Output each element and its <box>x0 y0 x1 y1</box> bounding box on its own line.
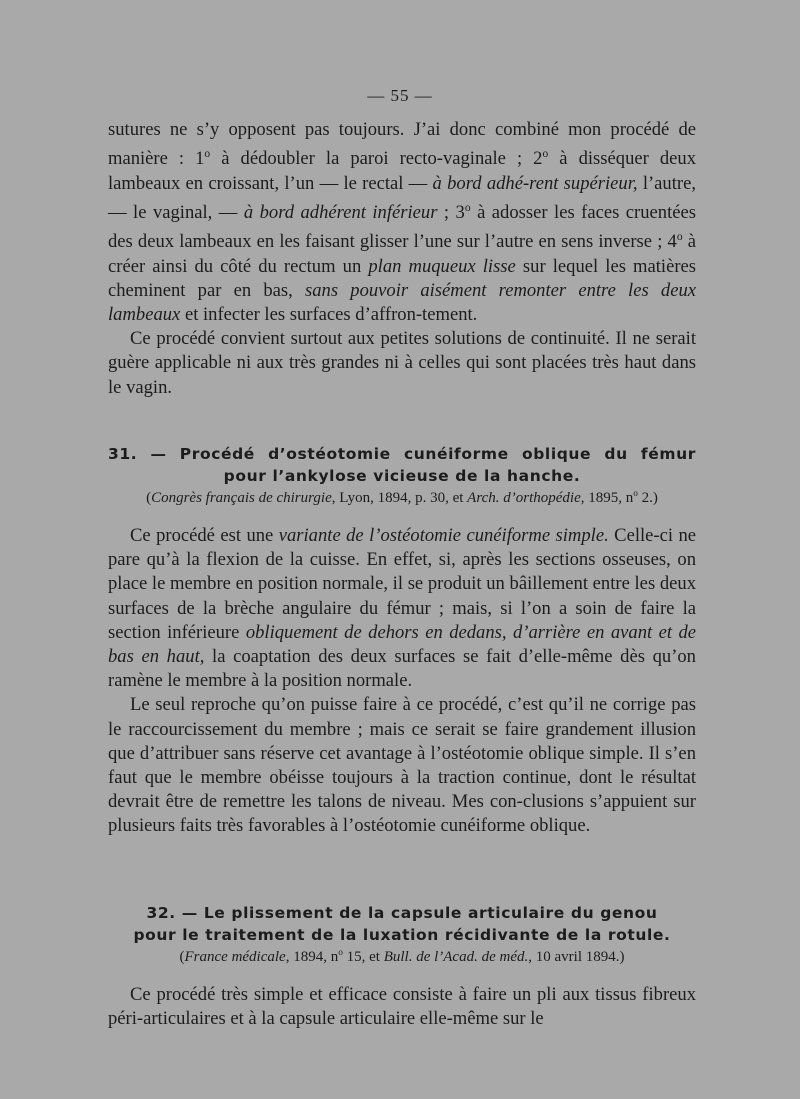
italic-text: Arch. d’orthopédie <box>467 490 581 506</box>
italic-text: à bord adhé-rent supérieur, <box>432 172 638 194</box>
text-run: 2.) <box>637 490 658 506</box>
text-run: à disséquer deux lambeaux en croissant, l’un — le rectal — <box>108 148 696 194</box>
text-run: , 10 avril 1894.) <box>528 949 625 965</box>
text-run: 15, et <box>342 949 384 965</box>
text-run: l’autre, — le vaginal, — <box>108 172 696 223</box>
italic-text: obliquement de dehors en dedans, d’arrière en avant et de bas en haut, <box>108 621 697 668</box>
text-run: Ce procédé est une <box>130 525 279 546</box>
text-run: ( <box>146 490 152 506</box>
italic-text: France médicale <box>184 949 286 965</box>
text-run: ( <box>179 949 185 965</box>
section-31-heading-line1: 31. — Procédé d’ostéotomie cunéiforme oblique du fémur <box>108 445 696 463</box>
text-run: , 1894, n <box>285 949 339 965</box>
text-run: , Lyon, 1894, p. 30, et <box>331 490 468 506</box>
section-31-heading <box>108 443 696 487</box>
italic-text: sans pouvoir aisément remonter entre les deux lambeaux <box>108 279 697 325</box>
page-number: — 55 — <box>367 86 433 105</box>
italic-text: Bull. de l’Acad. de méd. <box>383 949 529 965</box>
section-31-reference <box>108 489 696 507</box>
section-32-paragraph-1: Ce procédé très simple et efficace consiste à faire un pli aux tissus fibreux péri-articulaires et à la capsule articulaire elle-même sur le <box>108 984 696 1030</box>
section-32-heading-line1: 32. — Le plissement de la capsule articulaire du genou <box>146 904 658 922</box>
section-31-paragraph-1 <box>108 524 696 693</box>
italic-text: plan muqueux lisse <box>368 255 516 277</box>
text-run: Celle-ci ne pare qu’à la flexion de la cuisse. En effet, si, après les sections osseuses, on place le membre en position normale, il se produit un bâillement entre les deux surfaces de la brèche angulaire du fémur ; mais, si l’on a soin de faire la section inférieure <box>108 525 696 643</box>
superscript: o <box>542 148 549 161</box>
text-run: à dédoubler la paroi recto-vaginale ; 2 <box>210 148 543 170</box>
section-32-heading-line2: pour le traitement de la luxation récidivante de la rotule. <box>133 926 671 944</box>
section-31-body <box>108 524 696 839</box>
superscript: o <box>676 231 683 244</box>
superscript: o <box>204 148 211 161</box>
section-31-paragraph-2: Le seul reproche qu’on puisse faire à ce procédé, c’est qu’il ne corrige pas le raccourcissement du membre ; mais ce serait se faire grandement illusion que d’attribuer sans réserve cet avantage à l’ostéotomie oblique simple. Il s’en faut que le membre obéisse toujours à la traction continue, dont le résultat devrait être de remettre les talons de niveau. Mes con-clusions s’appuient sur plusieurs faits très favorables à l’ostéotomie cunéiforme oblique. <box>108 694 696 837</box>
section-31-heading-line2: pour l’ankylose vicieuse de la hanche. <box>223 467 581 485</box>
italic-text: à bord adhérent inférieur <box>243 201 438 223</box>
superscript: o <box>633 489 638 499</box>
section-32-reference <box>108 948 696 966</box>
text-run: et infecter les surfaces d’affron-tement. <box>180 303 478 325</box>
italic-text: variante de l’ostéotomie cunéiforme simple. <box>278 525 609 546</box>
text-run: la coaptation des deux surfaces se fait d’elle-même dès qu’on ramène le membre à la position normale. <box>108 646 696 692</box>
section-32-heading <box>108 902 696 946</box>
text-run: à créer ainsi du côté du rectum un <box>108 231 696 277</box>
superscript: o <box>338 948 343 958</box>
intro-text <box>108 118 696 400</box>
text-run: ; 3 <box>437 201 465 223</box>
paragraph-intro <box>108 118 696 327</box>
text-run: sutures ne s’y opposent pas toujours. J’ai donc combiné mon procédé de manière : 1 <box>108 119 696 170</box>
italic-text: Congrès français de chirurgie <box>151 490 332 506</box>
text-run: , 1895, n <box>580 490 634 506</box>
section-32-body <box>108 983 696 1031</box>
text-run: à adosser les faces cruentées des deux lambeaux en les faisant glisser l’une sur l’autre en sens inverse ; 4 <box>108 201 697 253</box>
paragraph-conclusion: Ce procédé convient surtout aux petites solutions de continuité. Il ne serait guère applicable ni aux très grandes ni à celles qui sont placées très haut dans le vagin. <box>108 328 696 398</box>
superscript: o <box>464 201 471 214</box>
text-run: sur lequel les matières cheminent par en bas, <box>108 255 697 301</box>
